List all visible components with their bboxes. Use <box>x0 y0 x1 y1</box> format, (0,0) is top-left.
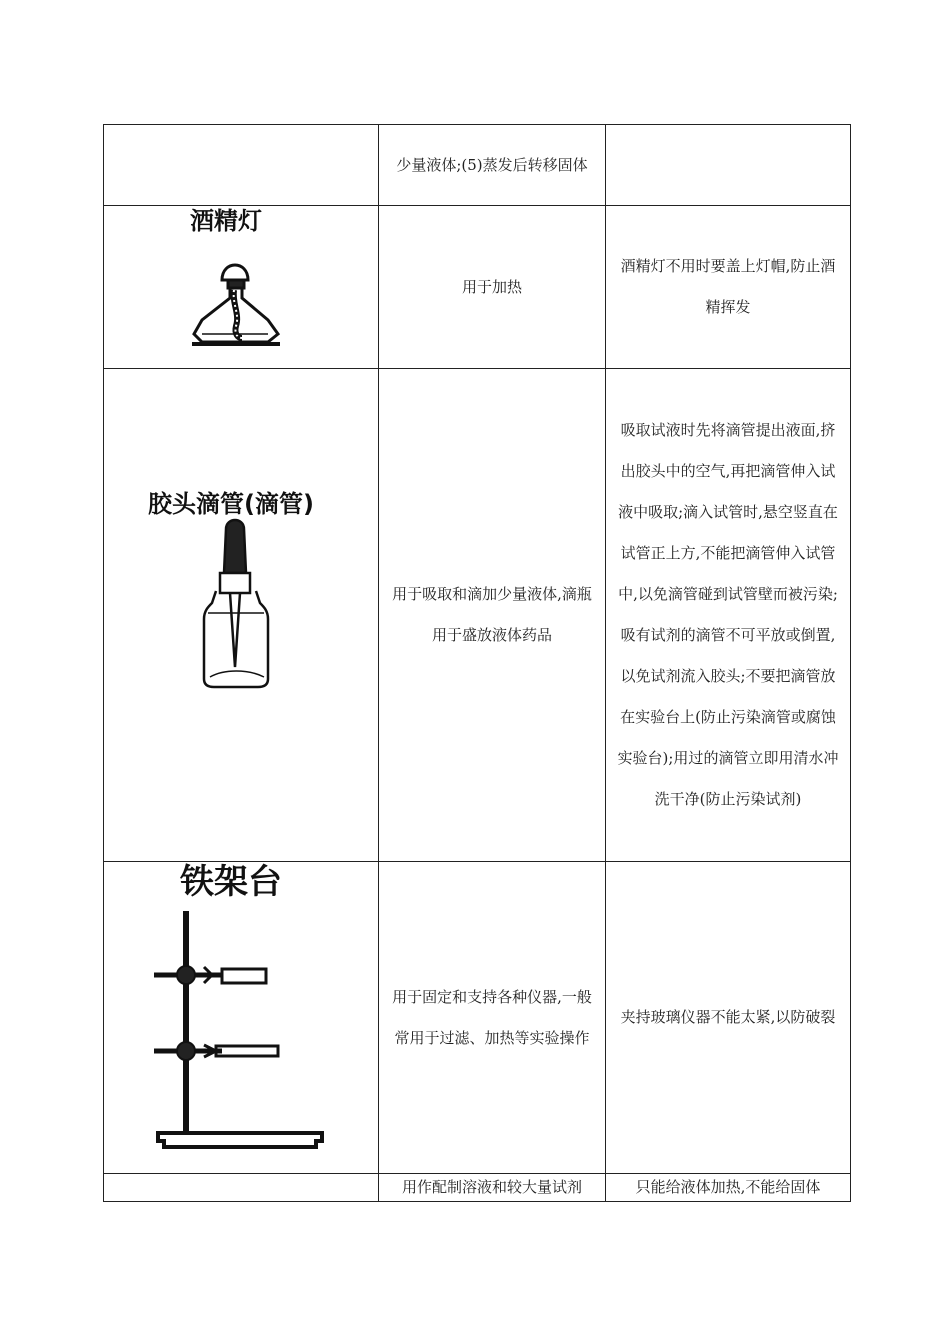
instrument-image-cell <box>104 206 379 369</box>
use-cell <box>379 125 606 206</box>
table-row <box>104 862 851 1174</box>
instrument-image-cell <box>104 862 379 1174</box>
notes-text: 只能给液体加热,不能给固体 <box>635 1178 821 1196</box>
table-row <box>104 125 851 206</box>
use-cell <box>379 862 606 1174</box>
notes-cell <box>606 125 851 206</box>
use-text: 少量液体;(5)蒸发后转移固体 <box>396 155 588 174</box>
use-text: 用作配制溶液和较大量试剂 <box>401 1178 582 1196</box>
notes-cell <box>606 1174 851 1202</box>
use-text: 用于吸取和滴加少量液体,滴瓶用于盛放液体药品 <box>392 585 592 644</box>
notes-text: 夹持玻璃仪器不能太紧,以防破裂 <box>620 1008 836 1026</box>
table-row <box>104 1174 851 1202</box>
use-cell <box>379 369 606 862</box>
instrument-name: 酒精灯 <box>190 207 262 235</box>
iron-stand-icon <box>104 901 378 1151</box>
notes-cell <box>606 862 851 1174</box>
instrument-table <box>103 124 851 1202</box>
table-row <box>104 369 851 862</box>
use-text: 用于固定和支持各种仪器,一般常用于过滤、加热等实验操作 <box>392 987 592 1047</box>
instrument-name: 铁架台 <box>180 862 282 902</box>
notes-text: 吸取试液时先将滴管提出液面,挤出胶头中的空气,再把滴管伸入试液中吸取;滴入试管时,悬空竖直在试管正上方,不能把滴管伸入试管中,以免滴管碰到试管壁而被污染;吸有试剂的滴管不可平放或倒置,以免试剂流入胶头;不要把滴管放在实验台上(防止污染滴管或腐蚀实验台);用过的滴管立即用清水冲洗干净(防止污染试剂) <box>617 421 839 808</box>
use-text: 用于加热 <box>461 277 522 296</box>
instrument-name: 胶头滴管(滴管) <box>148 490 314 518</box>
instrument-image-cell <box>104 125 379 206</box>
notes-cell <box>606 206 851 369</box>
dropper-bottle-icon <box>104 517 378 697</box>
alcohol-lamp-icon <box>104 234 378 362</box>
notes-cell <box>606 369 851 862</box>
notes-text: 酒精灯不用时要盖上灯帽,防止酒精挥发 <box>620 257 836 316</box>
instrument-image-cell <box>104 1174 379 1202</box>
use-cell <box>379 206 606 369</box>
use-cell <box>379 1174 606 1202</box>
instrument-image-cell <box>104 369 379 862</box>
table-row <box>104 206 851 369</box>
